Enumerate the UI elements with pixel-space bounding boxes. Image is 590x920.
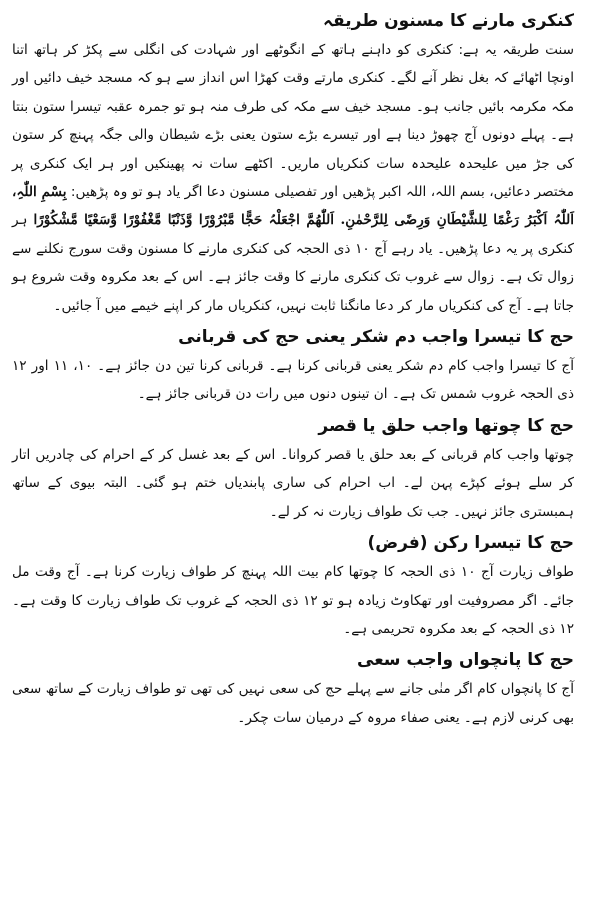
paragraph-text: سنت طریقہ یہ ہے: کنکری کو داہنے ہاتھ کے انگوٹھے اور شہادت کی انگلی سے پکڑ کر ہاتھ اتنا اونچا اٹھائے کہ بغل نظر آنے لگے۔ کنکری مارتے وقت کھڑا اس انداز سے ہو کہ مسجد خیف دائیں اور مکہ مکرمہ بائیں جانب ہو۔ مسجد خیف سے مکہ کی طرف منہ ہو تو جمرہ عقبہ تیسرا ستون بنتا ہے۔ پہلے دونوں آج چھوڑ دینا ہے اور تیسرے بڑے ستون یعنی بڑے شیطان والی جگہ پہنچ کر ستون کی جڑ میں علیحدہ علیحدہ سات کنکریاں ماریں۔ اکٹھے سات نہ پھینکیں اور ہر ایک کنکری پر مختصر دعائیں، بسم اللہ، اللہ اکبر پڑھیں اور تفصیلی مسنون دعا اگر یاد ہو تو وہ پڑھیں: [12, 42, 574, 201]
section-sacrifice [12, 322, 574, 409]
paragraph-text-continued: ہر کنکری پر یہ دعا پڑھیں۔ یاد رہے آج ۱۰ ذی الحجہ کی کنکری مارنے کا مسنون وقت سورج نکلنے سے زوال تک ہے۔ زوال سے غروب تک کنکری مارنے کا وقت جائز ہے۔ اس کے بعد مکروہ وقت شروع ہو جاتا ہے۔ آج کی کنکریاں مار کر دعا مانگنا ثابت نہیں، کنکریاں مار کر اپنے خیمے میں آ جائیں۔ [12, 212, 574, 314]
section-paragraph: آج کا پانچواں کام اگر منٰی جانے سے پہلے حج کی سعی نہیں کی تھی تو طواف زیارت کے ساتھ سعی بھی کرنی لازم ہے۔ یعنی صفاء مروہ کے درمیان سات چکر۔ [12, 681, 574, 726]
section-paragraph [12, 36, 574, 320]
section-paragraph: طواف زیارت آج ۱۰ ذی الحجہ کا چوتھا کام بیت اللہ پہنچ کر طواف زیارت کرنا ہے۔ آج وقت مل جائے۔ اگر مصروفیت اور تھکاوٹ زیادہ ہو تو ۱۲ ذی الحجہ کے غروب تک طواف زیارت کا وقت ہے۔ ۱۲ ذی الحجہ کے بعد مکروہ تحریمی ہے۔ [12, 564, 574, 637]
section-paragraph: آج کا تیسرا واجب کام دم شکر یعنی قربانی کرنا ہے۔ قربانی کرنا تین دن جائز ہے۔ ۱۰، ۱۱ اور ۱۲ ذی الحجہ غروب شمس تک ہے۔ ان تینوں دنوں میں رات دن قربانی جائز ہے۔ [12, 358, 574, 403]
section-paragraph: چوتھا واجب کام قربانی کے بعد حلق یا قصر کروانا۔ اس کے بعد غسل کر کے احرام کی چادریں اتار کر سلے ہوئے کپڑے پہن لے۔ اب احرام کی ساری پابندیاں ختم ہو گئی۔ البتہ بیوی کے ساتھ ہمبستری جائز نہیں۔ جب تک طواف زیارت نہ کر لے۔ [12, 446, 574, 520]
section-heading: حج کا پانچواں واجب سعی [357, 650, 574, 671]
section-tawaf-ziyarat [12, 528, 574, 643]
arabic-dua: بِسْمِ اللّٰہِ، اَللّٰہُ اَکْبَرُ رَغْمًا لِلشَّیْطَانِ وَرِضًی لِلرَّحْمٰنِ. اَللّٰھُمَّ اجْعَلْہُ حَجًّا مَّبْرُوْرًا وَّذَنْبًا مَّغْفُوْرًا وَّسَعْیًا مَّشْکُوْرًا [12, 184, 575, 229]
section-stoning-method [12, 6, 574, 320]
section-heading: حج کا تیسرا رکن (فرض) [367, 533, 574, 554]
section-heading: کنکری مارنے کا مسنون طریقہ [323, 11, 574, 31]
section-sai [12, 645, 574, 732]
section-heading: حج کا چوتھا واجب حلق یا قصر [318, 415, 574, 436]
section-halq-qasr [12, 411, 574, 526]
section-heading: حج کا تیسرا واجب دم شکر یعنی حج کی قربانی [178, 327, 574, 348]
